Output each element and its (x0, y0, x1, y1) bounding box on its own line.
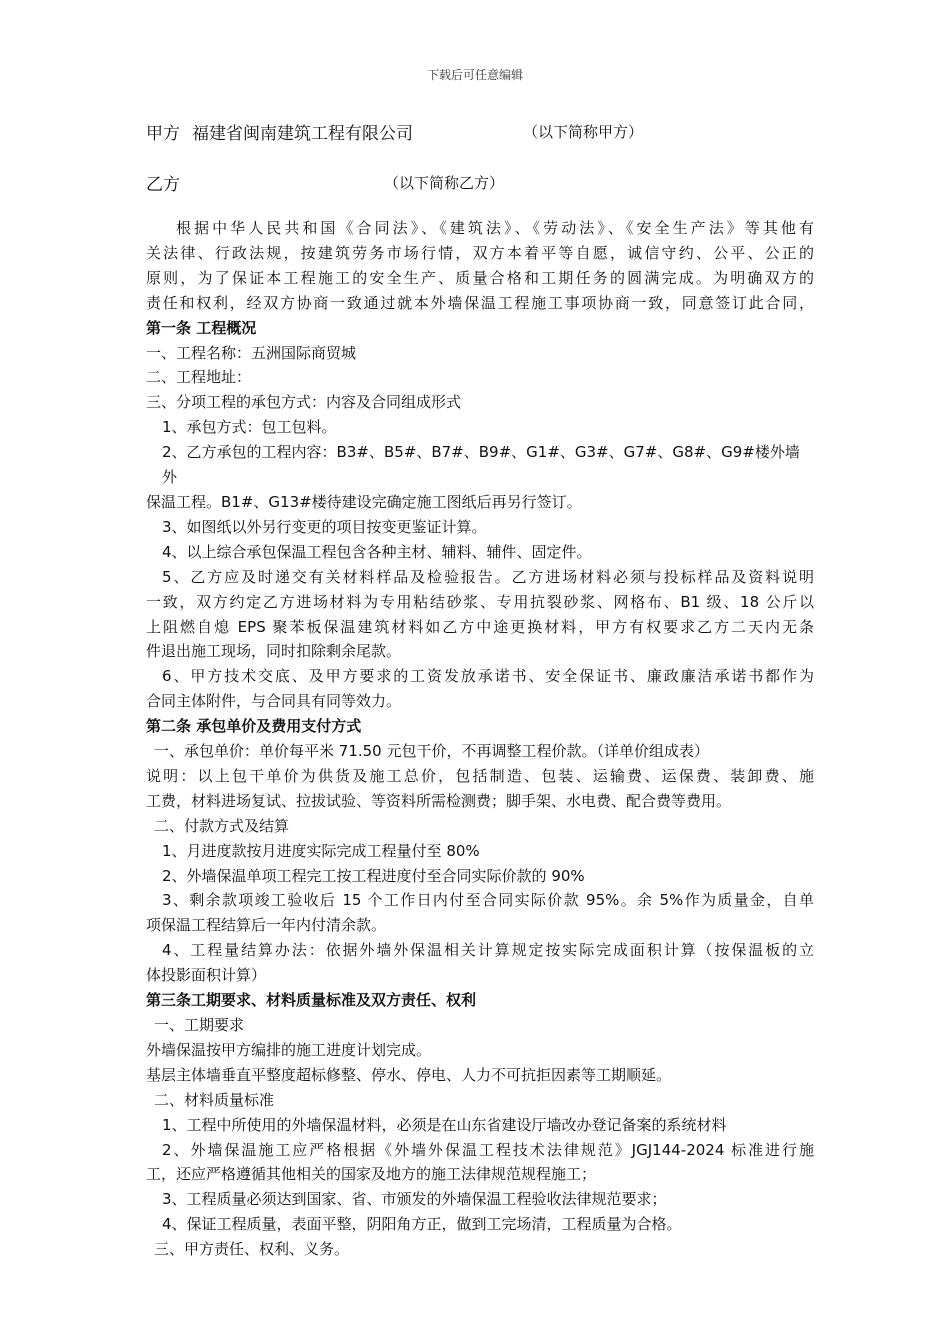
contract-line: 责任和权利，经双方协商一致通过就本外墙保温工程施工事项协商一致，同意签订此合同， (146, 293, 814, 312)
contract-line: 2、外墙保温单项工程完工按工程进度付至合同实际价款的 90% (162, 866, 585, 885)
contract-line: 三、甲方责任、权利、义务。 (154, 1240, 350, 1259)
contract-line: 1、承包方式：包工包料。 (162, 418, 337, 437)
contract-line: 4、以上综合承包保温工程包含各种主材、辅料、辅件、固定件。 (162, 542, 592, 561)
contract-line: 原则，为了保证本工程施工的安全生产、质量合格和工期任务的圆满完成。为明确双方的 (146, 268, 814, 287)
party-b-label: 乙方 (146, 175, 180, 195)
contract-line: 二、材料质量标准 (154, 1090, 275, 1109)
party-b (146, 170, 505, 195)
contract-line: 基层主体墙垂直平整度超标修整、停水、停电、人力不可抗拒因素等工期顺延。 (146, 1065, 672, 1084)
contract-line: 体投影面积计算） (146, 966, 267, 985)
contract-line: 二、付款方式及结算 (154, 816, 290, 835)
section-heading: 第三条工期要求、材料质量标准及双方责任、权利 (146, 991, 477, 1010)
contract-line: 工费，材料进场复试、拉拔试验、等资料所需检测费；脚手架、水电费、配合费等费用。 (146, 791, 732, 810)
contract-line: 5、乙方应及时递交有关材料样品及检验报告。乙方进场材料必须与投标样品及资料说明 (162, 567, 814, 586)
contract-line: 外墙保温按甲方编排的施工进度计划完成。 (146, 1040, 432, 1059)
contract-line: 工，还应严格遵循其他相关的国家及地方的施工法律规范规程施工； (146, 1165, 597, 1184)
contract-line: 一、承包单价：单价每平米 71.50 元包干价，不再调整工程价款。（详单价组成表） (154, 742, 709, 761)
contract-line: 根据中华人民共和国《合同法》、《建筑法》、《劳动法》、《安全生产法》等其他有 (176, 219, 814, 237)
contract-line: 二、工程地址： (146, 368, 252, 387)
contract-line: 保温工程。B1#、G13#楼待建设完确定施工图纸后再另行签订。 (146, 492, 582, 511)
contract-line: 件退出施工现场，同时扣除剩余尾款。 (146, 642, 402, 661)
contract-line: 一、工期要求 (154, 1016, 245, 1034)
section-heading: 第二条 承包单价及费用支付方式 (146, 717, 362, 736)
contract-line: 项保温工程结算后一年内付清余款。 (146, 916, 387, 935)
contract-line: 3、工程质量必须达到国家、省、市颁发的外墙保温工程验收法律规范要求； (162, 1190, 667, 1209)
contract-line: 1、工程中所使用的外墙保温材料，必须是在山东省建设厅墙改办登记备案的系统材料 (162, 1115, 727, 1134)
contract-line: 3、剩余款项竣工验收后 15 个工作日内付至合同实际价款 95%。余 5%作为质量金，自单 (162, 891, 814, 910)
party-b-note: （以下简称乙方） (384, 174, 505, 192)
contract-line: 6、甲方技术交底、及甲方要求的工资发放承诺书、安全保证书、廉政廉洁承诺书都作为 (162, 667, 814, 686)
contract-line: 说明：以上包干单价为供货及施工总价，包括制造、包装、运输费、运保费、装卸费、施 (146, 766, 814, 785)
contract-line: 1、月进度款按月进度实际完成工程量付至 80% (162, 841, 480, 860)
contract-line: 2、乙方承包的工程内容：B3#、B5#、B7#、B9#、G1#、G3#、G7#、G8#、G9#楼外墙外 (162, 443, 800, 487)
contract-line: 4、工程量结算办法：依据外墙外保温相关计算规定按实际完成面积计算（按保温板的立 (162, 941, 814, 960)
contract-line: 上阻燃自熄 EPS 聚苯板保温建筑材料如乙方中途更换材料，甲方有权要求乙方二天内无条 (146, 617, 814, 636)
contract-body (146, 216, 814, 1262)
contract-line: 一、工程名称：五洲国际商贸城 (146, 343, 357, 362)
contract-line: 4、保证工程质量，表面平整，阴阳角方正，做到工完场清，工程质量为合格。 (162, 1215, 682, 1234)
section-heading: 第一条 工程概况 (146, 318, 257, 337)
contract-line: 3、如图纸以外另行变更的项目按变更鉴证计算。 (162, 517, 487, 536)
contract-line: 关法律、行政法规，按建筑劳务市场行情，双方本着平等自愿，诚信守约、公平、公正的 (146, 243, 814, 262)
contract-line: 2、外墙保温施工应严格根据《外墙外保温工程技术法律规范》JGJ144-2024 标准进行施 (162, 1140, 814, 1159)
contract-line: 一致，双方约定乙方进场材料为专用粘结砂浆、专用抗裂砂浆、网格布、B1 级、18 公斤以 (146, 592, 814, 611)
party-a-label: 甲方 (146, 124, 180, 144)
party-a (146, 119, 644, 144)
contract-line: 三、分项工程的承包方式：内容及合同组成形式 (146, 393, 462, 412)
party-a-name: 福建省闽南建筑工程有限公司 (192, 124, 413, 144)
party-a-note: （以下简称甲方） (523, 123, 644, 141)
page-header-note: 下载后可任意编辑 (426, 68, 523, 82)
contract-line: 合同主体附件，与合同具有同等效力。 (146, 692, 402, 711)
